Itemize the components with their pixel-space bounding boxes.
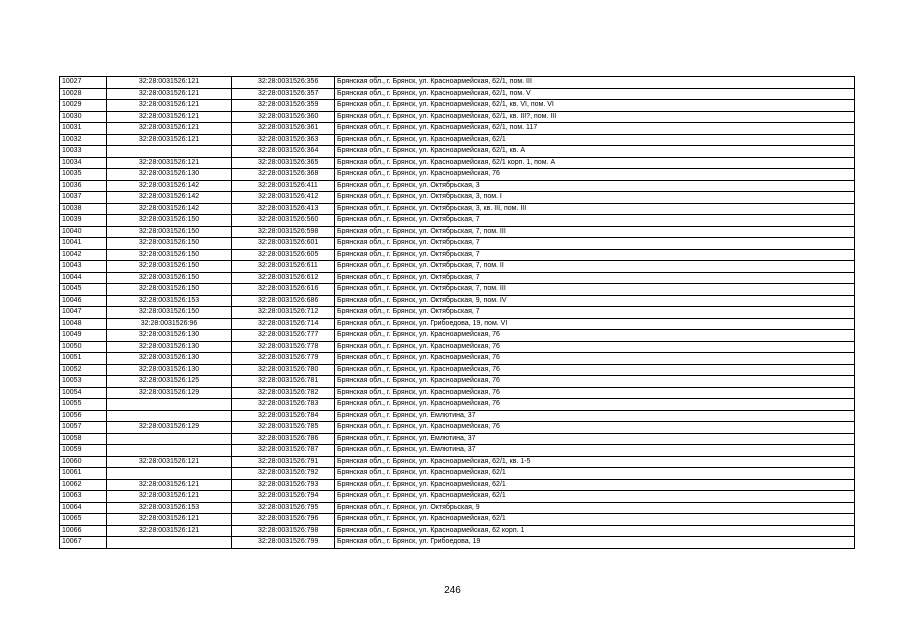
table-row <box>60 261 855 273</box>
cell-index: 10063 <box>60 491 107 503</box>
cell-cad: 32:28:0031526:784 <box>232 410 335 422</box>
cell-parent: 32:28:0031526:121 <box>107 123 232 135</box>
cell-address: Брянская обл., г. Брянск, ул. Красноармейская, 62/1 <box>335 134 855 146</box>
cell-address: Брянская обл., г. Брянск, ул. Красноармейская, 62 корп. 1 <box>335 525 855 537</box>
table-row <box>60 514 855 526</box>
cell-cad: 32:28:0031526:791 <box>232 456 335 468</box>
cell-address: Брянская обл., г. Брянск, ул. Октябрьская, 7 <box>335 272 855 284</box>
cell-cad: 32:28:0031526:779 <box>232 353 335 365</box>
cell-index: 10048 <box>60 318 107 330</box>
table-row <box>60 387 855 399</box>
cell-cad: 32:28:0031526:363 <box>232 134 335 146</box>
cell-index: 10057 <box>60 422 107 434</box>
cell-index: 10038 <box>60 203 107 215</box>
cell-cad: 32:28:0031526:794 <box>232 491 335 503</box>
table-row <box>60 353 855 365</box>
cadastral-table <box>59 76 855 549</box>
cell-cad: 32:28:0031526:364 <box>232 146 335 158</box>
page-number: 246 <box>444 585 461 596</box>
cell-parent: 32:28:0031526:121 <box>107 456 232 468</box>
table-row <box>60 318 855 330</box>
cell-cad: 32:28:0031526:361 <box>232 123 335 135</box>
cell-address: Брянская обл., г. Брянск, ул. Красноармейская, 62/1 <box>335 468 855 480</box>
table-row <box>60 410 855 422</box>
cell-parent: 32:28:0031526:130 <box>107 364 232 376</box>
cell-parent <box>107 146 232 158</box>
cell-parent: 32:28:0031526:142 <box>107 192 232 204</box>
cell-index: 10044 <box>60 272 107 284</box>
cell-address: Брянская обл., г. Брянск, ул. Октябрьская, 3, кв. III, пом. III <box>335 203 855 215</box>
table-row <box>60 169 855 181</box>
cell-address: Брянская обл., г. Брянск, ул. Красноармейская, 62/1, кв. VI, пом. VI <box>335 100 855 112</box>
cell-parent: 32:28:0031526:129 <box>107 422 232 434</box>
cell-parent: 32:28:0031526:150 <box>107 249 232 261</box>
cell-address: Брянская обл., г. Брянск, ул. Красноармейская, 76 <box>335 330 855 342</box>
cell-cad: 32:28:0031526:601 <box>232 238 335 250</box>
cell-cad: 32:28:0031526:611 <box>232 261 335 273</box>
cell-parent <box>107 399 232 411</box>
cell-index: 10041 <box>60 238 107 250</box>
cell-index: 10062 <box>60 479 107 491</box>
cell-index: 10045 <box>60 284 107 296</box>
cell-cad: 32:28:0031526:799 <box>232 537 335 549</box>
table-row <box>60 376 855 388</box>
cell-cad: 32:28:0031526:798 <box>232 525 335 537</box>
cell-cad: 32:28:0031526:781 <box>232 376 335 388</box>
cell-index: 10059 <box>60 445 107 457</box>
cell-cad: 32:28:0031526:795 <box>232 502 335 514</box>
cell-cad: 32:28:0031526:605 <box>232 249 335 261</box>
table-row <box>60 88 855 100</box>
table-row <box>60 330 855 342</box>
cell-index: 10046 <box>60 295 107 307</box>
cell-cad: 32:28:0031526:785 <box>232 422 335 434</box>
cell-index: 10031 <box>60 123 107 135</box>
cell-parent: 32:28:0031526:121 <box>107 88 232 100</box>
cell-parent: 32:28:0031526:121 <box>107 100 232 112</box>
cell-cad: 32:28:0031526:778 <box>232 341 335 353</box>
cell-parent: 32:28:0031526:150 <box>107 261 232 273</box>
cell-address: Брянская обл., г. Брянск, ул. Красноармейская, 62/1, пом. 117 <box>335 123 855 135</box>
cell-index: 10039 <box>60 215 107 227</box>
cell-cad: 32:28:0031526:787 <box>232 445 335 457</box>
cell-index: 10036 <box>60 180 107 192</box>
cell-address: Брянская обл., г. Брянск, ул. Красноармейская, 76 <box>335 341 855 353</box>
cell-cad: 32:28:0031526:413 <box>232 203 335 215</box>
cell-parent: 32:28:0031526:150 <box>107 307 232 319</box>
cell-index: 10052 <box>60 364 107 376</box>
cell-address: Брянская обл., г. Брянск, ул. Красноармейская, 62/1 <box>335 514 855 526</box>
table-row <box>60 157 855 169</box>
table-row <box>60 537 855 549</box>
table-row <box>60 238 855 250</box>
cell-parent: 32:28:0031526:121 <box>107 479 232 491</box>
cell-address: Брянская обл., г. Брянск, ул. Красноармейская, 62/1, пом. V <box>335 88 855 100</box>
cell-cad: 32:28:0031526:612 <box>232 272 335 284</box>
cell-address: Брянская обл., г. Брянск, ул. Октябрьская, 9 <box>335 502 855 514</box>
table-row <box>60 399 855 411</box>
cell-address: Брянская обл., г. Брянск, ул. Октябрьская, 7, пом. II <box>335 261 855 273</box>
table-row <box>60 146 855 158</box>
table-row <box>60 111 855 123</box>
cell-address: Брянская обл., г. Брянск, ул. Октябрьская, 3, пом. I <box>335 192 855 204</box>
cell-address: Брянская обл., г. Брянск, ул. Октябрьская, 7, пом. III <box>335 284 855 296</box>
cell-cad: 32:28:0031526:792 <box>232 468 335 480</box>
cell-index: 10035 <box>60 169 107 181</box>
cell-parent: 32:28:0031526:121 <box>107 514 232 526</box>
cell-parent: 32:28:0031526:121 <box>107 134 232 146</box>
cell-parent: 32:28:0031526:150 <box>107 284 232 296</box>
cell-cad: 32:28:0031526:783 <box>232 399 335 411</box>
cell-address: Брянская обл., г. Брянск, ул. Октябрьская, 7 <box>335 215 855 227</box>
table-row <box>60 433 855 445</box>
cell-cad: 32:28:0031526:412 <box>232 192 335 204</box>
cell-index: 10042 <box>60 249 107 261</box>
table-row <box>60 307 855 319</box>
cell-parent: 32:28:0031526:121 <box>107 491 232 503</box>
table-row <box>60 203 855 215</box>
cell-index: 10043 <box>60 261 107 273</box>
cell-cad: 32:28:0031526:360 <box>232 111 335 123</box>
cell-address: Брянская обл., г. Брянск, ул. Октябрьская, 3 <box>335 180 855 192</box>
cell-cad: 32:28:0031526:560 <box>232 215 335 227</box>
cell-index: 10027 <box>60 77 107 89</box>
cell-cad: 32:28:0031526:411 <box>232 180 335 192</box>
cell-address: Брянская обл., г. Брянск, ул. Емлютина, 37 <box>335 410 855 422</box>
cell-address: Брянская обл., г. Брянск, ул. Красноармейская, 62/1, кв. 1-5 <box>335 456 855 468</box>
cell-parent: 32:28:0031526:125 <box>107 376 232 388</box>
table-row <box>60 341 855 353</box>
cell-index: 10051 <box>60 353 107 365</box>
cell-address: Брянская обл., г. Брянск, ул. Красноармейская, 76 <box>335 422 855 434</box>
cell-index: 10030 <box>60 111 107 123</box>
cell-cad: 32:28:0031526:793 <box>232 479 335 491</box>
cell-parent: 32:28:0031526:153 <box>107 502 232 514</box>
cell-address: Брянская обл., г. Брянск, ул. Грибоедова, 19, пом. VI <box>335 318 855 330</box>
cell-address: Брянская обл., г. Брянск, ул. Октябрьская, 7, пом. III <box>335 226 855 238</box>
cell-index: 10040 <box>60 226 107 238</box>
table-row <box>60 502 855 514</box>
table-row <box>60 249 855 261</box>
cell-cad: 32:28:0031526:357 <box>232 88 335 100</box>
cell-cad: 32:28:0031526:686 <box>232 295 335 307</box>
cell-parent: 32:28:0031526:150 <box>107 226 232 238</box>
cell-cad: 32:28:0031526:616 <box>232 284 335 296</box>
cell-parent: 32:28:0031526:130 <box>107 169 232 181</box>
table-row <box>60 525 855 537</box>
cell-address: Брянская обл., г. Брянск, ул. Октябрьская, 7 <box>335 249 855 261</box>
cell-index: 10054 <box>60 387 107 399</box>
table-row <box>60 491 855 503</box>
cell-index: 10028 <box>60 88 107 100</box>
cell-address: Брянская обл., г. Брянск, ул. Красноармейская, 76 <box>335 169 855 181</box>
cell-parent: 32:28:0031526:129 <box>107 387 232 399</box>
cell-address: Брянская обл., г. Брянск, ул. Красноармейская, 76 <box>335 387 855 399</box>
cell-index: 10058 <box>60 433 107 445</box>
cell-parent: 32:28:0031526:142 <box>107 203 232 215</box>
cell-parent: 32:28:0031526:150 <box>107 272 232 284</box>
cell-index: 10065 <box>60 514 107 526</box>
table-body <box>60 77 855 549</box>
cell-index: 10034 <box>60 157 107 169</box>
cell-parent: 32:28:0031526:153 <box>107 295 232 307</box>
cell-parent: 32:28:0031526:150 <box>107 215 232 227</box>
table-row <box>60 77 855 89</box>
cell-index: 10061 <box>60 468 107 480</box>
cell-parent <box>107 537 232 549</box>
cell-address: Брянская обл., г. Брянск, ул. Красноармейская, 62/1, кв. А <box>335 146 855 158</box>
cell-cad: 32:28:0031526:368 <box>232 169 335 181</box>
cell-cad: 32:28:0031526:712 <box>232 307 335 319</box>
cell-address: Брянская обл., г. Брянск, ул. Красноармейская, 62/1 <box>335 479 855 491</box>
cell-parent: 32:28:0031526:96 <box>107 318 232 330</box>
cell-address: Брянская обл., г. Брянск, ул. Емлютина, 37 <box>335 433 855 445</box>
cell-index: 10064 <box>60 502 107 514</box>
cell-address: Брянская обл., г. Брянск, ул. Красноармейская, 62/1, пом. III <box>335 77 855 89</box>
table-row <box>60 226 855 238</box>
cell-parent: 32:28:0031526:130 <box>107 353 232 365</box>
cell-index: 10032 <box>60 134 107 146</box>
cell-parent: 32:28:0031526:121 <box>107 157 232 169</box>
cell-cad: 32:28:0031526:796 <box>232 514 335 526</box>
table-row <box>60 364 855 376</box>
cell-index: 10033 <box>60 146 107 158</box>
cell-parent: 32:28:0031526:121 <box>107 525 232 537</box>
cell-address: Брянская обл., г. Брянск, ул. Красноармейская, 62/1 <box>335 491 855 503</box>
cell-cad: 32:28:0031526:714 <box>232 318 335 330</box>
cell-parent: 32:28:0031526:121 <box>107 77 232 89</box>
cell-cad: 32:28:0031526:777 <box>232 330 335 342</box>
table-row <box>60 215 855 227</box>
cell-address: Брянская обл., г. Брянск, ул. Октябрьская, 7 <box>335 238 855 250</box>
table-row <box>60 272 855 284</box>
table-row <box>60 479 855 491</box>
table-row <box>60 100 855 112</box>
cell-cad: 32:28:0031526:365 <box>232 157 335 169</box>
cell-parent: 32:28:0031526:142 <box>107 180 232 192</box>
table-row <box>60 284 855 296</box>
table-row <box>60 468 855 480</box>
table-row <box>60 192 855 204</box>
cell-index: 10067 <box>60 537 107 549</box>
cell-parent <box>107 445 232 457</box>
cell-address: Брянская обл., г. Брянск, ул. Грибоедова, 19 <box>335 537 855 549</box>
cell-address: Брянская обл., г. Брянск, ул. Красноармейская, 76 <box>335 376 855 388</box>
cell-address: Брянская обл., г. Брянск, ул. Октябрьская, 7 <box>335 307 855 319</box>
cell-cad: 32:28:0031526:782 <box>232 387 335 399</box>
cell-index: 10053 <box>60 376 107 388</box>
cell-parent: 32:28:0031526:130 <box>107 341 232 353</box>
cell-index: 10066 <box>60 525 107 537</box>
table-row <box>60 422 855 434</box>
cell-cad: 32:28:0031526:359 <box>232 100 335 112</box>
cell-index: 10047 <box>60 307 107 319</box>
table-row <box>60 456 855 468</box>
cell-index: 10056 <box>60 410 107 422</box>
cell-address: Брянская обл., г. Брянск, ул. Красноармейская, 76 <box>335 353 855 365</box>
cell-index: 10055 <box>60 399 107 411</box>
table-row <box>60 295 855 307</box>
cell-address: Брянская обл., г. Брянск, ул. Октябрьская, 9, пом. IV <box>335 295 855 307</box>
cell-index: 10060 <box>60 456 107 468</box>
cell-parent <box>107 410 232 422</box>
table-row <box>60 445 855 457</box>
cell-parent <box>107 468 232 480</box>
cell-address: Брянская обл., г. Брянск, ул. Красноармейская, 62/1, кв. III?, пом. III <box>335 111 855 123</box>
cell-address: Брянская обл., г. Брянск, ул. Красноармейская, 62/1 корп. 1, пом. А <box>335 157 855 169</box>
cell-cad: 32:28:0031526:780 <box>232 364 335 376</box>
cell-parent <box>107 433 232 445</box>
cell-address: Брянская обл., г. Брянск, ул. Емлютина, 37 <box>335 445 855 457</box>
cell-index: 10050 <box>60 341 107 353</box>
cell-parent: 32:28:0031526:150 <box>107 238 232 250</box>
cell-address: Брянская обл., г. Брянск, ул. Красноармейская, 76 <box>335 399 855 411</box>
cell-cad: 32:28:0031526:598 <box>232 226 335 238</box>
cell-index: 10037 <box>60 192 107 204</box>
cell-cad: 32:28:0031526:786 <box>232 433 335 445</box>
table-row <box>60 134 855 146</box>
cell-index: 10029 <box>60 100 107 112</box>
table-row <box>60 123 855 135</box>
cell-parent: 32:28:0031526:121 <box>107 111 232 123</box>
cell-cad: 32:28:0031526:356 <box>232 77 335 89</box>
cell-parent: 32:28:0031526:130 <box>107 330 232 342</box>
table-row <box>60 180 855 192</box>
cell-address: Брянская обл., г. Брянск, ул. Красноармейская, 76 <box>335 364 855 376</box>
cell-index: 10049 <box>60 330 107 342</box>
